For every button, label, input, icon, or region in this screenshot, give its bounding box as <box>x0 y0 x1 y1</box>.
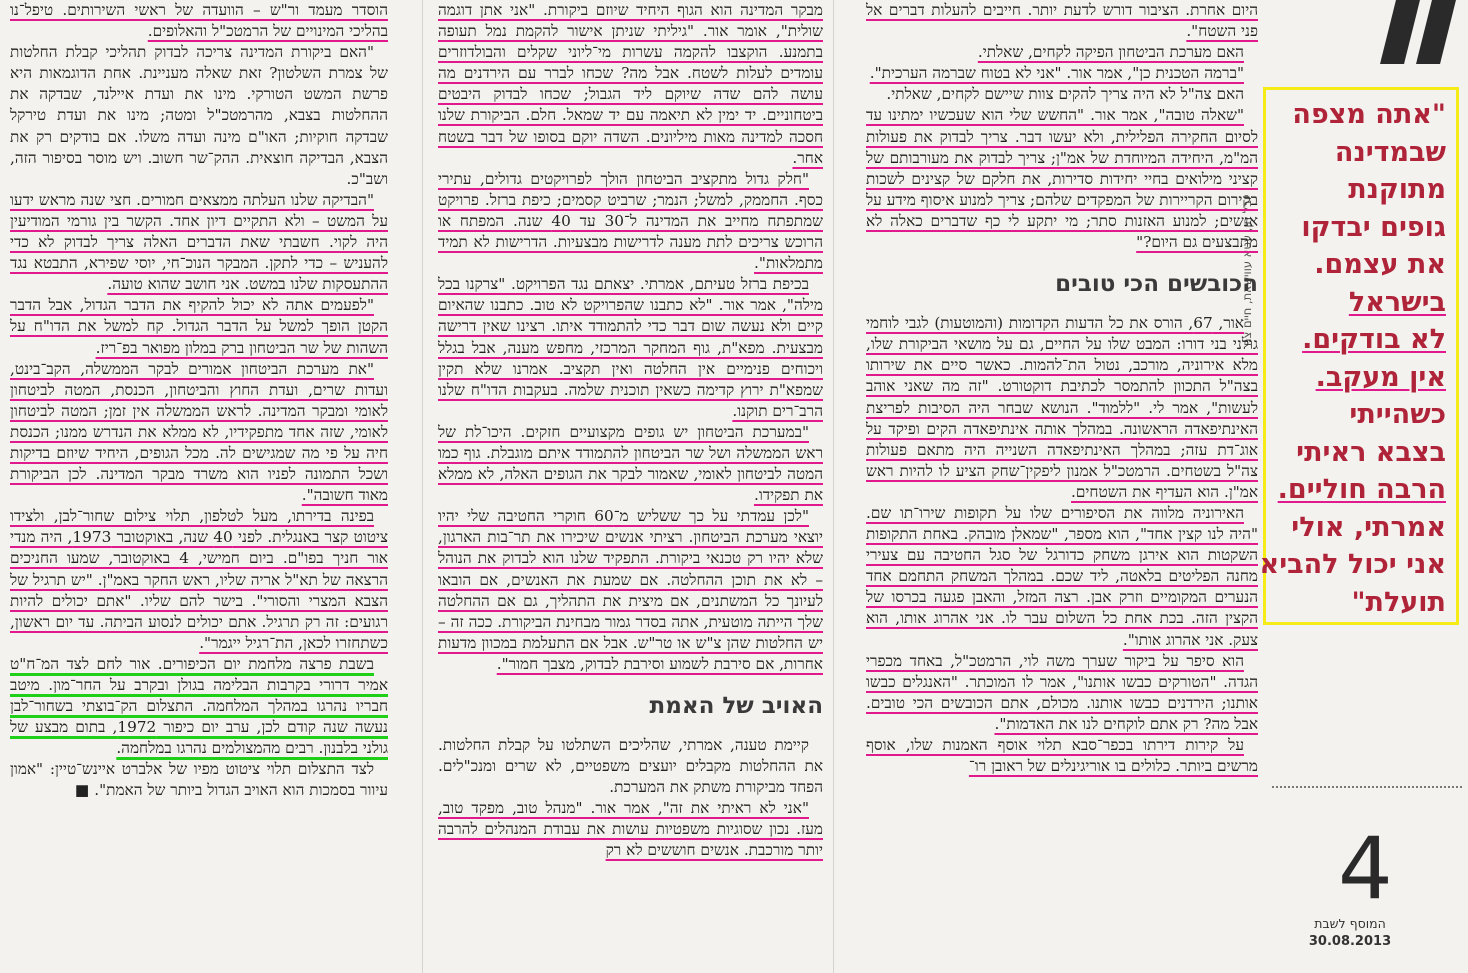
paragraph: בשבת פרצה מלחמת יום הכיפורים. אור לחם לצד המ־ח"ט אמיר דרורי בקרבות הבלימה בגולן ובקרב על החר־מון. מיטב חבריו נהרגו במהלך המלחמה. התצלום הק־בוצתי בשחור־לבן נעשה שנה קודם לכן, ערב יום כיפור 1972, בתום מבצע של גולני בלבנון. רבים מהמצולמים נהרגו במלחמה. <box>10 654 388 758</box>
pull-quote-line: "אתה מצפה <box>1292 99 1446 130</box>
paragraph: על קירות דירתו בכפר־סבא תלוי אוסף האמנות שלו, אוסף מרשים ביותר. כלולים בו אוריגינלים של ראובן רו־ <box>866 736 1258 776</box>
paragraph: הוסדר מעמד ור"ש – הוועדה של ראשי השירותים. טיפל־נו בהליכי המינויים של הרמטכ"ל והאלופים. <box>10 1 388 41</box>
pull-quote-line: הרבה חוליים. <box>1277 474 1446 505</box>
paragraph: "הבדיקה שלנו העלתה ממצאים חמורים. חצי שנה מראש ידעו על המשט – ולא התקיים דיון אחד. הקשר בין גורמי המודיעין היה לקוי. חשבתי שאת הדברים האלה צריך לבדוק לא כדי להעניש – כדי לתקן. המבקר הנוכ־חי, יוסי שפירא, התבטא נגד ההתעסקות שלנו במשט. אני חושב שהוא טועה. <box>10 190 388 294</box>
pull-quote-line: אני יכול להביא <box>1259 549 1446 580</box>
paragraph: "האם ביקורת המדינה צריכה לבדוק תהליכי קבלת החלטות של צמרת השלטון? זאת שאלה מעניינת. אחת הדוגמאות היא פרשת המשט הטורקי. מינו את ועדת איילנד, שבדקה את ההחלטות בצבא, מהרמטכ"ל ומטה; מינו את ועדת טירקל שבדקה חוקיות; האו"ם מינה ועדה משלו. אם בודקים רק את הצבא, הבדיקה חוצאית. ההק־שר חשוב. ויש מוסר בסיפור הזה, ושב"כ. <box>10 43 388 188</box>
page-number: 4 <box>1338 819 1393 919</box>
paragraph: היום אחרת. הציבור דורש לדעת יותר. חייבים להעלות דברים אל פני השטח". <box>866 1 1258 41</box>
pull-quote-line: לא בודקים. <box>1302 324 1446 355</box>
article-column-right <box>866 0 1258 973</box>
divider <box>1272 786 1462 788</box>
pull-quote-line: בישראל <box>1348 286 1446 318</box>
paragraph: קיימת טענה, אמרתי, שהליכים השתלטו על קבלת החלטות. את ההחלטות מקבלים יועצים משפטיים, לא שרים ומנכ"לים. הפחד מביקורת משתק את המערכת. <box>438 736 823 797</box>
pull-quote-line: שבמדינה <box>1334 136 1446 168</box>
article-column-left <box>10 0 388 973</box>
paragraph: מבקר המדינה הוא הגוף היחיד שיוזם ביקורת. "אני אתן דוגמה שולית", אומר אור. "גיליתי שניתן אישור להקמת נמל תעופה בתמנע. הוקצבו להקמה עשרות מי־ליוני שקלים והבולדוזרים עומדים לעלות לשטח. אבל מה? שכחו לברר עם הירדנים מה עושה להם שדה שיוקם ליד הגבול; שכחו לבדוק היבטים ביטחוניים. יד ימין לא תיאמה עם יד שמאל. חלם. הביקורת שלנו חסכה למדינה מאות מיליונים. השדה יוקם בסופו של דבר בשטח אחר. <box>438 1 823 167</box>
paragraph: "במערכת הביטחון יש גופים מקצועיים חזקים. היכו־לת של ראש הממשלה ושל שר הביטחון להתמודד איתם מוגבלת. גוף כמו המטה לביטחון לאומי, שאמור לבקר את הגופים האלה, לא ממלא את תפקידו. <box>438 422 823 505</box>
paragraph: האם מערכת הביטחון הפיקה לקחים, שאלתי. <box>977 43 1244 62</box>
column-divider <box>833 0 834 973</box>
paragraph: בכיפת ברזל טעיתם, אמרתי. יצאתם נגד הפרויקט. "צרקנו בכל מילה", אמר אור. "לא כתבנו שהפרויקט לא טוב. כתבנו שהאיום קיים ולא נעשה שום דבר כדי להתמודד איתו. רצינו שאין דרישה מבצעית. מפא"ת, גוף המחקר המרכזי, מחפש מענה, אבל בגלל ויכוחים פנימיים אין החלטה ואין תקציב. אמרנו שלא תקין שמפא"ת ירוץ קדימה כשאין תוכנית שלמה. בעקבות הדו"ח שלנו הרב־רים תוקנו. <box>438 275 823 420</box>
section-subheading: האויב של האמת <box>649 693 823 719</box>
paragraph: האם צה"ל לא היה צריך להקים צוות שיישם לקחים, שאלתי. <box>886 85 1244 104</box>
pull-quote-line: את עצמם. <box>1314 249 1446 280</box>
paragraph: האירוניה מלווה את הסיפורים שלו על תקופות שירו־תו שם. "היה לנו קצין אחד", הוא מספר, "שמאלן מובהק. באחת התקופות השקטות הוא אירגן משחק כדורגל של סגל החטיבה עם צעירי מחנה הפליטים בלאטה, ליד שכם. במהלך המשחק התחמם אחד הנערים המקומיים וזרק אבן. רצה המזל, והאבן פגעה בכרסו של הקצין הזה. בכת אחת כל השלום עבר לו. אני אהרוג אותו, הוא צעק. אני אהרוג אותו". <box>866 503 1258 649</box>
issue-date: 30.08.2013 <box>1308 934 1392 949</box>
quote-mark-icon <box>1370 0 1456 66</box>
paragraph: "ברמה הטכנית כן", אמר אור. "אני לא בטוח שברמה הערכית". <box>869 64 1244 83</box>
pull-quote-box <box>1259 87 1459 625</box>
paragraph: "לכן עמדתי על כך ששליש מ־60 חוקרי החטיבה שלי יהיו יוצאי מערכת הביטחון. רציתי אנשים שיכירו את תר־בות הארגון, שלא יהיו רק טכנאי ביקורת. התפקיד שלנו הוא לבדוק את הנוהל – לא את תוכן ההחלטה. אם שמעת את האנשים, אם הובאו לעיונך כל המשתנים, אם מיצית את התהליך, גם אם ההחלטה שלך הייתה מוטעית, אתה בסדר גמור מבחינת הביקורת. ככה זה – יש החלטות שהן צ"ש או טר"ש. אבל אם התעלמת במכוון מדעות אחרות, אם סירבת לשמוע וסירבת לבדוק, מצבך חמור". <box>438 507 823 673</box>
section-subheading: הכובשים הכי טובים <box>1055 271 1258 298</box>
supplement-name: המוסף לשבת <box>1314 916 1386 931</box>
photo-credit: יובל חן, עטא עווישאת, חיים צח <box>1240 194 1254 346</box>
pull-quote-line: גופים יבדקו <box>1301 211 1446 243</box>
paragraph: אור, 67, הורס את כל הדעות הקדומות (והמוטעות) לגבי לוחמי גולני בני דורו: המבט שלו על החיים, גם על מושאי הביקורת שלו, מלא אירוניה, מורכב, נטול הת־להמות. כאשר סיים את שירותו בצה"ל התכוון להתמסר לכתיבת דוקטורט. "זה מה שאני אוהב לעשות", אמר לי. "ללמוד". הנושא שבחר היה הסיבות לפריצת האינתיפאדה הראשונה. במהלך אותה אינתיפאדה הקים ופיקד על אוג־דת עזה; במהלך האינתיפאדה השנייה היה מתאם פעולות צה"ל בשטחים. הרמטכ"ל אמנון ליפקין־שחק הציע לו להיות ראש אמ"ן. הוא העדיף את השטחים. <box>866 314 1258 501</box>
paragraph: הוא סיפר על ביקור שערך משה לוי, הרמטכ"ל, באחד מכפרי הגדה. "הטורקים כבשו אותנו", אמר לו המוכתר. "האנגלים כבשו אותנו; הירדנים כבשו אותנו. מכולם, אתם הכובשים הכי טובים. אבל מה? רק אתם לוקחים לנו את האדמות". <box>866 651 1258 733</box>
paragraph: בפינה בדירתו, מעל לטלפון, תלוי צילום שחור־לבן, ולצידו ציטוט קצר באנגלית. לפני 40 שנה, באוקטובר 1973, היה מנדי אור חניך בפו"ם. ביום חמישי, 4 באוקטובר, שמעו החניכים הרצאה של תא"ל אריה שליו, ראש החקר באמ"ן. "יש תרגיל של הצבא המצרי והסורי". בישר להם שליו. "אתם יכולים להיות רגועים: זה רק תרגיל. אתם יכולים לנסוע הביתה. עד יום ראשון, כשתחזרו לכאן, הת־רגיל ייגמר". <box>10 507 388 652</box>
paragraph: "שאלה טובה", אמר אור. "החשש שלי הוא שעכשיו ימתינו עד לסיום החקירה הפלילית, ולא יעשו דבר. צריך לבדוק את פעולות המ"מ, היחידה המיוחדת של אמ"ן; צריך לבדוק את מעורבותם של קציני מילואים בחיי יחידות סדירות, את חלקם של קצינים לשכות בקירום הקריירות של המפקדים שלהם; צריך למנוע איסוף מידע על אנשים; למנוע האזנות סתר; מי יתקע לי כף שדברים כאלה לא מתבצעים גם היום?" <box>866 106 1258 252</box>
paragraph: "אני לא ראיתי את זה", אמר אור. "מנהל טוב, מפקד טוב, מעז. נכון שסוגיות משפטיות עושות את עבודת המנהלים להרבה יותר מורכבת. אנשים חוששים לא רק <box>438 799 823 860</box>
column-divider <box>422 0 423 973</box>
paragraph: "לפעמים אתה לא יכול להקיף את הדבר הגדול, אבל הדבר הקטן הופך למשל על הדבר הגדול. קח למשל את הדו"ח על השהות של שר הביטחון ברק במלון מפואר בפ־ריז. <box>10 296 388 357</box>
pull-quote-line: מתוקנת <box>1348 174 1446 205</box>
paragraph: "חלק גדול מתקציב הביטחון הולך לפרויקטים גדולים, עתירי כסף. החממק, למשל; הנמר; שרביט קסמים; כיפת ברזל. פרויקט שמתפתח מחייב את המדינה ל־30 עד 40 שנה. המפתח או הרוכש צריכים לתת מענה לדרישות מבצעיות. הדרישות לא תמיד מתמלאות". <box>438 169 823 273</box>
pull-quote-line: אין מעקב. <box>1315 361 1446 393</box>
paragraph: לצד התצלום תלוי ציטוט מפיו של אלברט איינש־טיין: "אמון עיוור בסמכות הוא האויב הגדול ביותר של האמת". ■ <box>10 760 388 800</box>
paragraph: "את מערכת הביטחון אמורים לבקר הממשלה, הקב־בינט, ועדות שרים, ועדת החוץ והביטחון, הכנסת, המטה לביטחון לאומי ומבקר המדינה. לראש הממשלה אין זמן; המטה לביטחון לאומי, שזה אחד מתפקידיו, לא ממלא את הנדרש ממנו; הכנסת חיה על פי מה שמגישים לה. מכל הגופים, היחיד שיוזם בדיקות ושכל התמונה לפניו הוא משרד מבקר המדינה. לכן הביקורת מאוד חשובה". <box>10 359 388 505</box>
article-column-middle <box>438 0 823 973</box>
pull-quote-line: כשהייתי <box>1349 399 1446 430</box>
pull-quote-line: בצבא ראיתי <box>1296 436 1446 468</box>
pull-quote-line: אמרתי, אולי <box>1291 511 1446 543</box>
pull-quote-line: תועלת" <box>1351 586 1446 618</box>
